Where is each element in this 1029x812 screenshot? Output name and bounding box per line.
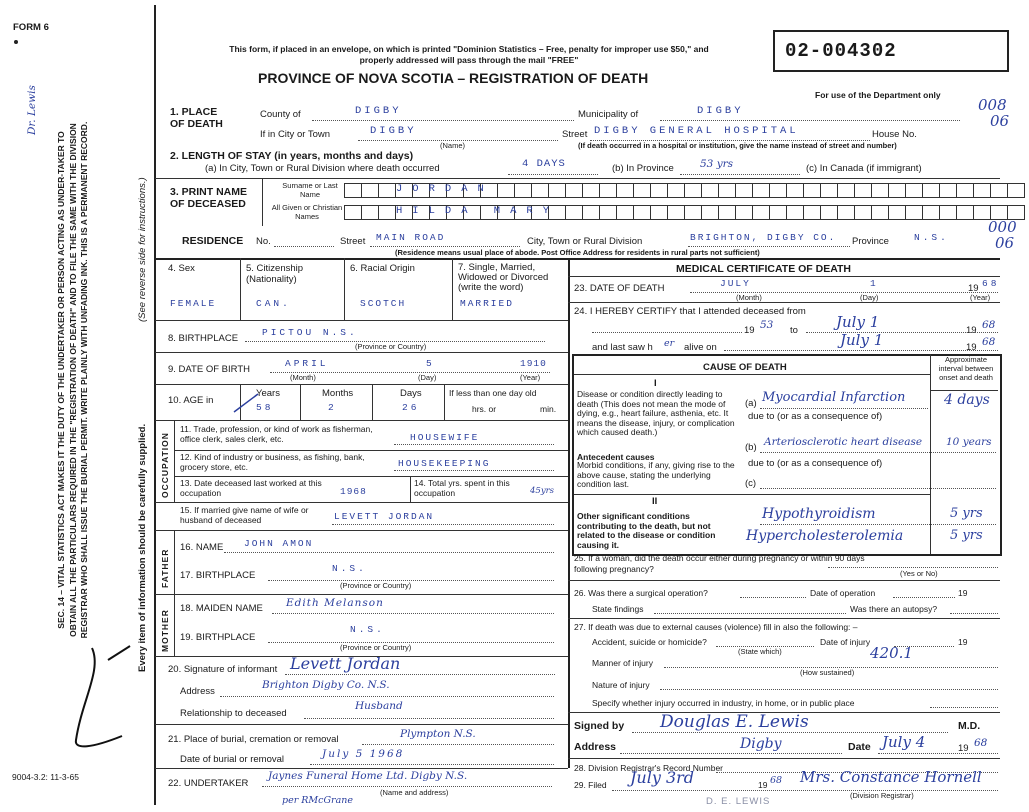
burial-place-value[interactable]: Plympton N.S.	[400, 728, 476, 740]
occupation-side-label: OCCUPATION	[160, 432, 170, 498]
alive-on-label: alive on	[684, 342, 717, 353]
date-of-death-year[interactable]: 68	[982, 278, 1000, 289]
burial-place-label: 21. Place of burial, cremation or removal	[168, 734, 339, 745]
surgery-question: 26. Was there a surgical operation?	[574, 588, 708, 598]
occupation-11-value[interactable]: HOUSEWIFE	[410, 432, 480, 443]
place-of-death-heading: 1. PLACE OF DEATH	[170, 106, 223, 130]
father-birthplace-note: (Province or Country)	[340, 581, 412, 590]
cause-heading: CAUSE OF DEATH	[703, 362, 787, 373]
age-pen-mark	[232, 390, 262, 416]
antecedent-label: Antecedent causes	[577, 452, 655, 462]
father-birthplace-value[interactable]: N.S.	[332, 563, 367, 574]
length-of-stay-heading: 2. LENGTH OF STAY (in years, months and days)	[170, 150, 414, 162]
burial-date-label: Date of burial or removal	[180, 754, 285, 765]
physician-signature[interactable]: Douglas E. Lewis	[660, 712, 809, 732]
filed-label: 29. Filed	[574, 780, 607, 790]
stay-a-label: (a) In City, Town or Rural Division where death occurred	[205, 163, 440, 174]
signed-year[interactable]: 68	[974, 737, 988, 749]
last-saw-year[interactable]: 68	[982, 336, 996, 348]
racial-label: 6. Racial Origin	[350, 263, 415, 274]
age-less-label: If less than one day old	[449, 388, 537, 398]
age-years-value[interactable]: 58	[256, 402, 274, 413]
marital-label: 7. Single, Married, Widowed or Divorced (write the word)	[458, 262, 549, 293]
date-of-death-month[interactable]: JULY	[720, 278, 751, 289]
mother-birthplace-note: (Province or Country)	[340, 643, 412, 652]
due-to-a: due to (or as a consequence of)	[748, 411, 883, 422]
citizenship-label: 5. Citizenship (Nationality)	[246, 263, 304, 285]
dob-day[interactable]: 5	[426, 358, 435, 369]
other-condition-2-interval[interactable]: 5 yrs	[950, 528, 983, 543]
father-name-label: 16. NAME	[180, 542, 224, 553]
record-number-label: 28. Division Registrar's Record Number	[574, 763, 724, 773]
informant-signature-label: 20. Signature of informant	[168, 664, 278, 675]
age-hrs-label: hrs. or	[472, 404, 497, 414]
relationship-label: Relationship to deceased	[180, 708, 287, 719]
spouse-value[interactable]: LEVETT JORDAN	[334, 511, 435, 522]
occupation-11-label: 11. Trade, profession, or kind of work as fisherman, office clerk, sales clerk, etc.	[180, 424, 373, 444]
age-years-label: Years	[256, 388, 280, 399]
dept-code-1: 008	[978, 96, 1007, 114]
other-condition-2[interactable]: Hypercholesterolemia	[746, 528, 904, 544]
other-conditions-label: Other significant conditions contributing to the death, but not related to the disease or condition causing it.	[577, 511, 716, 550]
father-birthplace-label: 17. BIRTHPLACE	[180, 570, 256, 581]
filed-year[interactable]: 68	[770, 775, 783, 786]
md-label: M.D.	[958, 720, 981, 732]
division-registrar-signature[interactable]: Mrs. Constance Hornell	[800, 768, 982, 786]
cause-c-marker: (c)	[745, 478, 757, 489]
cause-a-marker: (a)	[745, 398, 757, 409]
every-item-note: Every item of information should be carefully supplied.	[137, 423, 148, 672]
operation-year-prefix: 19	[958, 588, 968, 598]
cause-b-marker: (b)	[745, 442, 757, 453]
undertaker-note: (Name and address)	[380, 788, 449, 797]
residence-city-label: City, Town or Rural Division	[527, 236, 643, 247]
cause-b-interval[interactable]: 10 years	[946, 436, 992, 448]
certify-to-date[interactable]: July 1	[836, 313, 880, 331]
occupation-13-value[interactable]: 1968	[340, 486, 367, 497]
dob-label: 9. DATE OF BIRTH	[168, 364, 250, 375]
death-day-note: (Day)	[860, 293, 879, 302]
age-months-label: Months	[322, 388, 354, 399]
occupation-12-value[interactable]: HOUSEKEEPING	[398, 458, 491, 469]
cause-a-value[interactable]: Myocardial Infarction	[762, 390, 906, 405]
certify-to-label: to	[790, 325, 798, 336]
relationship-value[interactable]: Husband	[355, 700, 403, 712]
residence-no-label: No.	[256, 236, 271, 247]
due-to-b: due to (or as a consequence of)	[748, 458, 883, 469]
sex-label: 4. Sex	[168, 263, 195, 274]
margin-handwritten-note: Dr. Lewis	[26, 85, 38, 135]
age-label: 10. AGE in	[168, 395, 214, 406]
birthplace-note: (Province or Country)	[355, 342, 427, 351]
undertaker-per[interactable]: per RMcGrane	[282, 795, 353, 806]
dob-year-note: (Year)	[520, 373, 541, 382]
undertaker-label: 22. UNDERTAKER	[168, 778, 249, 789]
other-condition-1[interactable]: Hypothyroidism	[762, 506, 876, 522]
death-year-note: (Year)	[970, 293, 991, 302]
pregnancy-question: 25. If a woman, did the death occur either during pregnancy or within 90 days following pregnancy?	[574, 553, 865, 574]
medical-heading: MEDICAL CERTIFICATE OF DEATH	[676, 263, 851, 275]
age-min-label: min.	[540, 404, 557, 414]
punch-dot	[14, 40, 18, 44]
disease-label: Disease or condition directly leading to death (This does not mean the mode of dying, e.g., heart failure, asthenia, etc. It means the disease, injury, or complication which caused death.)	[577, 389, 735, 437]
filed-date[interactable]: July 3rd	[630, 768, 695, 787]
given-label: All Given or Christian Names	[271, 203, 343, 221]
date-of-operation-label: Date of operation	[810, 588, 876, 598]
external-causes-question: 27. If death was due to external causes (violence) fill in also the following: –	[574, 622, 858, 632]
autopsy-question: Was there an autopsy?	[850, 604, 938, 614]
dob-day-note: (Day)	[418, 373, 437, 382]
occupation-13-label: 13. Date deceased last worked at this occupation	[180, 478, 322, 498]
city-name-note: (Name)	[440, 141, 466, 150]
accident-label: Accident, suicide or homicide?	[592, 637, 707, 647]
form-number-label: FORM 6	[13, 22, 49, 33]
stay-a-value[interactable]: 4 DAYS	[522, 158, 566, 170]
form-title: PROVINCE OF NOVA SCOTIA – REGISTRATION OF DEATH	[258, 70, 649, 86]
certify-label: 24. I HEREBY CERTIFY that I attended deceased from	[574, 306, 806, 317]
margin-signature-mark	[52, 640, 142, 760]
informant-address-label: Address	[180, 686, 215, 697]
certify-to-year[interactable]: 68	[982, 319, 996, 331]
injury-year-prefix: 19	[958, 637, 968, 647]
age-months-value[interactable]: 2	[328, 402, 337, 413]
how-sustained-note: (How sustained)	[800, 668, 855, 677]
street-value[interactable]: DIGBY GENERAL HOSPITAL	[594, 125, 799, 137]
signed-year-prefix: 19	[958, 743, 969, 754]
part-two-label: II	[652, 496, 658, 507]
last-saw-year-prefix: 19	[966, 342, 977, 353]
dob-month-note: (Month)	[290, 373, 316, 382]
certify-to-year-prefix: 19	[966, 325, 977, 336]
stay-b-value[interactable]: 53 yrs	[700, 158, 734, 170]
birthplace-label: 8. BIRTHPLACE	[168, 333, 239, 344]
birthplace-value[interactable]: PICTOU N.S.	[262, 327, 358, 338]
surname-label: Surname or Last Name	[282, 181, 338, 199]
municipality-value[interactable]: DIGBY	[697, 105, 744, 117]
industry-label: Specify whether injury occurred in industry, in home, or in public place	[592, 698, 855, 708]
antecedent-desc: Morbid conditions, if any, giving rise to the above cause, stating the underlying condition last.	[577, 460, 735, 489]
date-of-death-day[interactable]: 1	[870, 278, 879, 289]
sex-value[interactable]: FEMALE	[170, 298, 217, 309]
signed-by-label: Signed by	[574, 720, 625, 732]
house-no-label: House No.	[872, 129, 917, 140]
dob-year[interactable]: 1910	[520, 358, 547, 369]
given-value[interactable]: HILDA MARY	[396, 205, 560, 217]
burial-date-value[interactable]: July 5 1968	[322, 748, 405, 760]
residence-note: (Residence means usual place of abode. Post Office Address for residents in rural parts not sufficient)	[395, 248, 760, 257]
physician-stamp: D. E. LEWIS	[706, 796, 771, 807]
division-registrar-note: (Division Registrar)	[850, 791, 914, 800]
county-label: County of	[260, 109, 301, 120]
last-saw-her[interactable]: er	[664, 338, 675, 349]
age-days-label: Days	[400, 388, 422, 399]
cause-b-value[interactable]: Arteriosclerotic heart disease	[764, 436, 923, 448]
city-label: If in City or Town	[260, 129, 331, 140]
mother-birthplace-label: 19. BIRTHPLACE	[180, 632, 256, 643]
residence-province-value[interactable]: N.S.	[914, 232, 949, 243]
sec14-instructions: SEC. 14 – VITAL STATISTICS ACT MAKES IT THE DUTY OF THE UNDERTAKER OR PERSON ACTING AS UNDER-TAKER TO OBTAIN ALL THE PARTICULARS REQUIRED IN THE "REGISTRATION OF DEATH" AND TO FILE THE SAME WITH THE DIVISION REGISTRAR WHO SHALL ISSUE THE BURIAL PERMIT. WRITE PLAINLY WITH UNFADING INK. THIS IS A PERMANENT RECORD.	[56, 121, 89, 639]
dept-code-4: 06	[995, 234, 1015, 252]
certify-from-year-prefix: 19	[744, 325, 755, 336]
residence-city-value[interactable]: BRIGHTON, DIGBY CO.	[690, 232, 837, 243]
informant-address[interactable]: Brighton Digby Co. N.S.	[262, 679, 390, 691]
informant-signature[interactable]: Levett Jordan	[290, 654, 401, 673]
surname-value[interactable]: JORDAN	[396, 183, 494, 195]
dept-use-note: For use of the Department only	[815, 90, 941, 100]
date-of-death-label: 23. DATE OF DEATH	[574, 283, 665, 294]
manner-value[interactable]: 420.1	[870, 644, 913, 662]
residence-street-label: Street	[340, 236, 366, 247]
dept-code-3: 000	[988, 218, 1017, 236]
city-value[interactable]: DIGBY	[370, 125, 417, 137]
spouse-label: 15. If married give name of wife or husband of deceased	[180, 505, 309, 525]
father-side-label: FATHER	[160, 548, 170, 588]
date-of-death-year-prefix: 19	[968, 283, 979, 294]
mail-note: This form, if placed in an envelope, on which is printed "Dominion Statistics – Free, penalty for improper use $50," and properly addressed will pass through the mail "FREE"	[229, 44, 709, 65]
physician-address-label: Address	[574, 741, 617, 753]
marital-value[interactable]: MARRIED	[460, 298, 514, 309]
last-saw-date[interactable]: July 1	[840, 331, 884, 349]
street-label: Street	[562, 129, 588, 140]
signed-date-label: Date	[848, 741, 871, 753]
reverse-side-note: (See reverse side for instructions.)	[137, 177, 148, 322]
mother-name-label: 18. MAIDEN NAME	[180, 603, 263, 614]
dept-code-2: 06	[990, 112, 1010, 130]
residence-street-value[interactable]: MAIN ROAD	[376, 232, 446, 243]
occupation-12-label: 12. Kind of industry or business, as fishing, bank, grocery store, etc.	[180, 452, 365, 472]
undertaker-name[interactable]: Jaynes Funeral Home Ltd. Digby N.S.	[268, 770, 468, 782]
nature-label: Nature of injury	[592, 680, 650, 690]
racial-value[interactable]: SCOTCH	[360, 298, 407, 309]
other-condition-1-interval[interactable]: 5 yrs	[950, 506, 983, 521]
date-of-injury-label: Date of injury	[820, 637, 871, 647]
residence-label: RESIDENCE	[182, 235, 244, 247]
filed-year-prefix: 19	[758, 780, 768, 790]
county-value[interactable]: DIGBY	[355, 105, 402, 117]
footer-code: 9004-3.2: 11-3-65	[12, 772, 79, 782]
hospital-note: (If death occurred in a hospital or institution, give the name instead of street and number)	[578, 141, 897, 150]
dob-month[interactable]: APRIL	[285, 358, 329, 369]
physician-address[interactable]: Digby	[740, 736, 782, 752]
state-which-note: (State which)	[738, 647, 782, 656]
father-name-value[interactable]: JOHN AMON	[244, 538, 314, 549]
residence-province-label: Province	[852, 236, 889, 247]
mother-birthplace-value[interactable]: N.S.	[350, 624, 385, 635]
mother-name-value[interactable]: Edith Melanson	[286, 597, 384, 609]
interval-heading: Approximate interval between onset and death	[938, 355, 994, 382]
death-month-note: (Month)	[736, 293, 762, 302]
last-saw-label: and last saw h	[592, 342, 653, 353]
citizenship-value[interactable]: CAN.	[256, 298, 291, 309]
state-findings-label: State findings	[592, 604, 644, 614]
occupation-14-label: 14. Total yrs. spent in this occupation	[414, 478, 510, 498]
yes-no-note: (Yes or No)	[900, 569, 938, 578]
stay-b-label: (b) In Province	[612, 163, 674, 174]
municipality-label: Municipality of	[578, 109, 639, 120]
registration-number: 02-004302	[785, 40, 897, 62]
cause-a-interval[interactable]: 4 days	[944, 392, 990, 408]
certify-from-year[interactable]: 53	[760, 319, 774, 331]
occupation-14-value[interactable]: 45yrs	[530, 486, 555, 496]
part-one-label: I	[654, 378, 657, 389]
signed-date[interactable]: July 4	[882, 733, 926, 751]
manner-label: Manner of injury	[592, 658, 653, 668]
registration-number-box	[773, 30, 1009, 72]
mother-side-label: MOTHER	[160, 609, 170, 652]
stay-c-label: (c) In Canada (if immigrant)	[806, 163, 922, 174]
deceased-name-heading: 3. PRINT NAME OF DECEASED	[170, 186, 248, 210]
age-days-value[interactable]: 26	[402, 402, 420, 413]
